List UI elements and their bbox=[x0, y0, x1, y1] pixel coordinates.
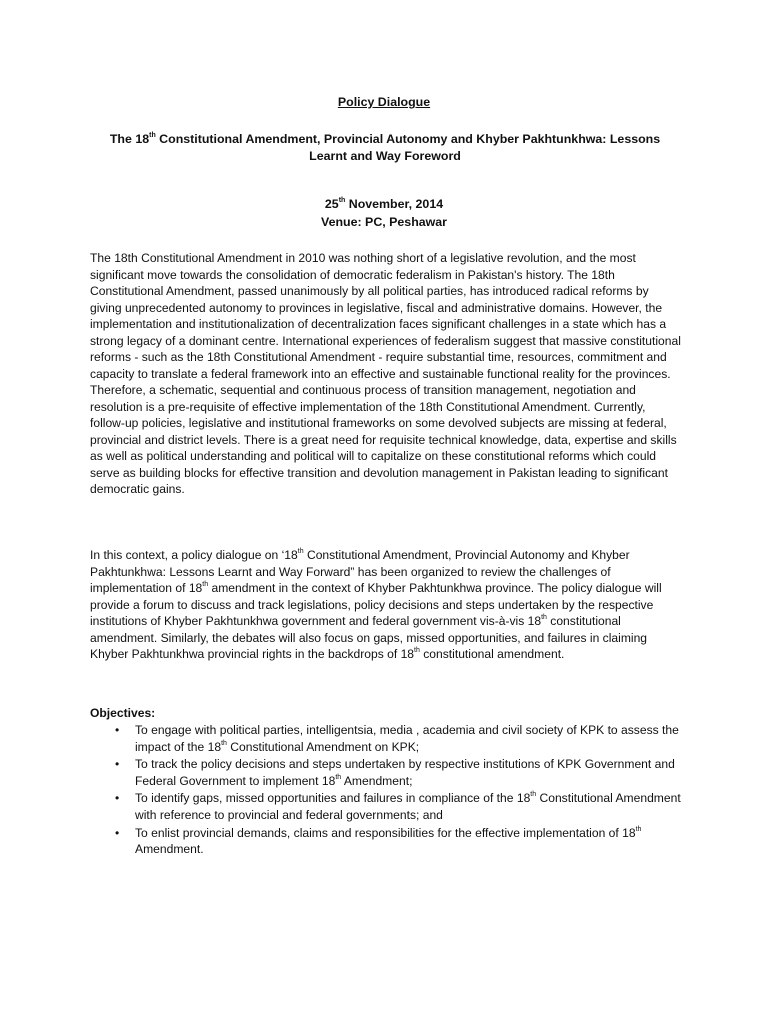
bullet-icon: • bbox=[115, 723, 120, 737]
title-part: The 18 bbox=[109, 132, 150, 146]
date-superscript: th bbox=[338, 196, 346, 204]
objective-item bbox=[90, 790, 690, 823]
superscript: th bbox=[635, 825, 642, 833]
paragraph-text: amendment in the context of Khyber Pakhtunkhwa province. The policy dialogue will provide a forum to discuss and track legislations, policy decisions and steps undertaken by the respective institutions of Khyber Pakhtunkhwa government and federal government vis-à-vis 18 bbox=[90, 581, 662, 628]
title-part: Constitutional Amendment, Provincial Autonomy and Khyber Pakhtunkhwa: Lessons Learnt and Way Foreword bbox=[155, 132, 661, 163]
document-title bbox=[90, 131, 680, 165]
paragraph-text: constitutional amendment. Similarly, the debates will also focus on gaps, missed opportunities, and failures in claiming Khyber Pakhtunkhwa provincial rights in the backdrops of 18 bbox=[90, 614, 648, 661]
objective-text: Constitutional Amendment on KPK; bbox=[226, 739, 420, 754]
objectives-heading: Objectives: bbox=[90, 706, 156, 720]
objective-text: Amendment. bbox=[135, 842, 204, 857]
superscript: th bbox=[335, 773, 342, 781]
objective-item bbox=[90, 825, 690, 858]
superscript: th bbox=[541, 613, 547, 621]
superscript: th bbox=[297, 547, 304, 555]
superscript: th bbox=[414, 646, 420, 654]
objective-text: To enlist provincial demands, claims and responsibilities for the effective implementation of 18 bbox=[135, 825, 636, 840]
intro-paragraph: The 18th Constitutional Amendment in 2010 was nothing short of a legislative revolution, and the most significant move towards the consolidation of democratic federalism in Pakistan's history. The 18th Constitutional Amendment, passed unanimously by all political parties, has introduced radical reforms by giving unprecedented autonomy to provinces in legislative, fiscal and administrative domains. However, the implementation and institutionalization of decentralization faces significant challenges in a state which has a strong legacy of a dominant centre. International experiences of federalism suggest that massive constitutional reforms - such as the 18th Constitutional Amendment - require substantial time, resources, commitment and capacity to translate a federal framework into an effective and sustainable functional reality for the provinces. Therefore, a schematic, sequential and continuous process of transition management, negotiation and resolution is a pre-requisite of effective implementation of the 18th Constitutional Amendment. Currently, follow-up policies, legislative and institutional frameworks on some devolved subjects are missing at federal, provincial and district levels. There is a great need for requisite technical knowledge, data, expertise and skills as well as political understanding and political will to capitalize on these constitutional reforms which could serve as building blocks for effective transition and devolution management in Pakistan leading to significant democratic gains. bbox=[90, 251, 681, 496]
bullet-icon: • bbox=[115, 825, 120, 840]
objective-text: To engage with political parties, intelligentsia, media , academia and civil society of KPK to assess the impact of the 18 bbox=[135, 723, 679, 754]
title-superscript: th bbox=[149, 131, 156, 139]
bullet-icon: • bbox=[115, 791, 120, 806]
context-paragraph bbox=[90, 547, 682, 663]
date-rest: November, 2014 bbox=[345, 197, 444, 211]
event-venue: Venue: PC, Peshawar bbox=[320, 215, 448, 229]
bullet-icon: • bbox=[115, 757, 120, 772]
event-date bbox=[0, 196, 768, 213]
objectives-list bbox=[90, 722, 690, 859]
date-day: 25 bbox=[324, 197, 339, 211]
objective-text: To identify gaps, missed opportunities and failures in compliance of the 18 bbox=[135, 791, 531, 806]
paragraph-text: constitutional amendment. bbox=[419, 647, 565, 661]
superscript: th bbox=[530, 791, 537, 799]
objective-text: Constitutional Amendment with reference to provincial and federal governments; and bbox=[135, 791, 681, 822]
document-heading: Policy Dialogue bbox=[337, 95, 431, 109]
paragraph-text: In this context, a policy dialogue on ‘18 bbox=[90, 548, 298, 562]
objective-item bbox=[90, 756, 690, 789]
objective-text: To track the policy decisions and steps undertaken by respective institutions of KPK Government and Federal Government to implement 18 bbox=[135, 757, 675, 788]
superscript: th bbox=[221, 739, 227, 747]
objective-text: Amendment; bbox=[341, 773, 413, 788]
paragraph-text: Constitutional Amendment, Provincial Autonomy and Khyber Pakhtunkhwa: Lessons Learnt and Way Forward” has been organized to review the challenges of implementation of 18 bbox=[90, 548, 630, 595]
superscript: th bbox=[202, 580, 209, 588]
objective-item bbox=[90, 722, 690, 755]
